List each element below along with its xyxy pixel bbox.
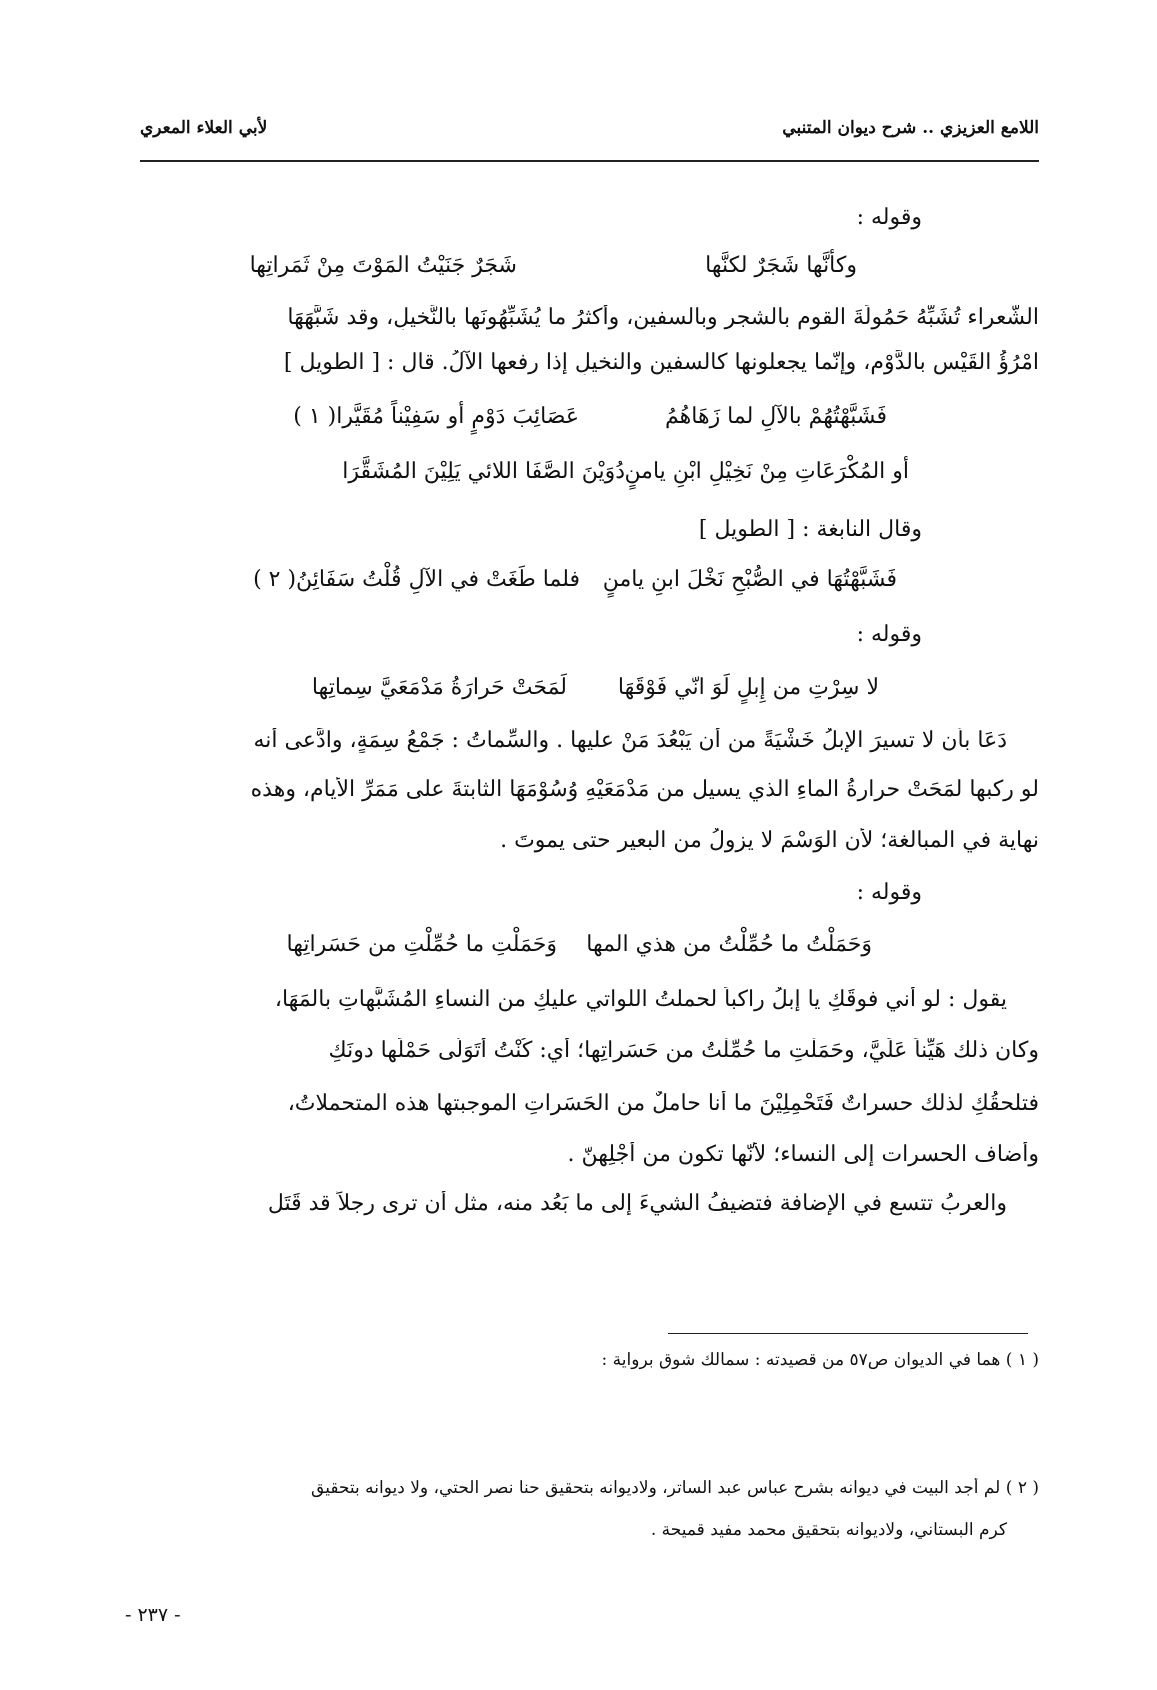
- paragraph-line: وأضاف الحسرات إلى النساء؛ لأنّها تكون من أَجْلِهنّ .: [567, 1142, 1039, 1167]
- running-header: [140, 118, 1039, 148]
- footnote-rule: [668, 1333, 1028, 1334]
- paragraph-line: نهاية في المبالغة؛ لأن الوَسْمَ لا يزولُ من البعيرِ حتى يموتَ .: [500, 828, 1039, 853]
- verse-hemistich-1: فَشَبَّهْتُهَا في الصُّبْحِ نَخْلَ ابنِ يامنٍ: [602, 567, 897, 592]
- header-book-title: اللامع العزيزي .. شرح ديوان المتنبي: [782, 118, 1039, 138]
- verse-hemistich-2: عَصَائِبَ دَوْمٍ أو سَفِيْناً مُقَيَّرا( ١ ): [293, 404, 579, 429]
- verse-hemistich-1: وَحَمَلْتُ ما حُمِّلْتُ من هذي المها: [586, 932, 872, 957]
- paragraph-line: دَعَا بأن لا تسيرَ الإبلُ خَشْيَةً من أن يَبْعُدَ مَنْ عليها . والسِّماتُ : جَمْعُ سِمَةٍ، وادَّعى أنه: [253, 728, 1007, 753]
- page-number: - ٢٣٧ -: [125, 1604, 181, 1626]
- intro-nabigha: وقال النابغة : [ الطويل ]: [698, 517, 922, 542]
- verse-hemistich-1: أو المُكْرَعَاتِ مِنْ نَخِيْلِ ابْنِ يامنٍ: [624, 459, 909, 484]
- intro-wa-qawluh-1: وقوله :: [856, 205, 922, 230]
- verse-hemistich-1: فَشَبَّهْتُهُمْ بالآلِ لما زَهَاهُمُ: [665, 404, 887, 429]
- paragraph-line: وكان ذلك هَيِّناً عَلَيَّ، وحَمَلْتِ ما حُمِّلْتُ من حَسَراتِها؛ أي: كُنْتُ أَتَوَلَّى حَمْلَها دونَكِ: [328, 1038, 1039, 1063]
- verse-hemistich-2: وَحَمَلْتِ ما حُمِّلْتِ من حَسَراتِها: [286, 932, 557, 957]
- footnote-1: ( ١ ) هما في الديوان ص٥٧ من قصيدته : سمالك شوق برواية :: [601, 1350, 1039, 1370]
- verse-hemistich-1: لا سِرْتِ من إِبلٍ لَوَ انّي فَوْقَهَا: [617, 675, 879, 700]
- paragraph-line: لو ركبها لمَحَتْ حرارةُ الماءِ الذي يسيل من مَدْمَعَيْهِ وُسُوْمَهَا الثابتةَ على مَمَرِّ الأيامِ، وهذه: [250, 777, 1039, 802]
- verse-hemistich-2: لَمَحَتْ حَرارَةُ مَدْمَعَيَّ سِماتِها: [311, 675, 567, 700]
- intro-wa-qawluh-3: وقوله :: [856, 880, 922, 905]
- header-rule: [140, 160, 1039, 162]
- verse-hemistich-2: دُوَيْنَ الصَّفَا اللائي يَلِيْنَ المُشَقَّرَا: [342, 459, 625, 484]
- paragraph-line: والعربُ تتسع في الإضافة فتضيفُ الشيءَ إلى ما بَعُد منه، مثل أن ترى رجلاً قد قَتَل: [267, 1191, 1007, 1216]
- verse-hemistich-2: فلما طَغَتْ في الآلِ قُلْتُ سَفَائِنُ( ٢ ): [253, 567, 580, 592]
- verse-hemistich-2: شَجَرٌ جَنَيْتُ المَوْتَ مِنْ ثَمَراتِها: [249, 253, 517, 278]
- header-author: لأبي العلاء المعري: [140, 118, 268, 138]
- footnote-2-line-1: ( ٢ ) لم أجد البيت في ديوانه بشرح عباس عبد الساتر، ولاديوانه بتحقيق حنا نصر الحتي، ولا ديوانه بتحقيق: [311, 1478, 1039, 1498]
- intro-wa-qawluh-2: وقوله :: [856, 622, 922, 647]
- paragraph-line: يقول : لو أني فوقَكِ يا إِبلُ راكباً لحملتُ اللواتي عليكِ من النساءِ المُشَبَّهاتِ بالمَهَا،: [274, 987, 1007, 1012]
- paragraph-line: فتلحقُكِ لذلك حسراتٌ فَتَحْمِلِيْنَ ما أنا حاملٌ من الحَسَراتِ الموجبتها هذه المتحملاتُ،: [287, 1091, 1039, 1116]
- footnote-2-line-2: كرم البستاني، ولاديوانه بتحقيق محمد مفيد قميحة .: [650, 1520, 1007, 1540]
- paragraph-line: امْرُؤُ القَيْسِ بالدَّوْمِ، وإنّما يجعلونها كالسفينِ والنخيلِ إذا رفعها الآلُ. قال : [ الطويل ]: [283, 350, 1039, 375]
- paragraph-line: الشُّعراء تُشَبِّهُ حَمُولَةَ القومِ بالشجرِ وبالسفينِ، وأكثرُ ما يُشَبِّهُونَها بالنَّخيلِ، وقد شَبَّهَهَا: [287, 305, 1039, 330]
- verse-hemistich-1: وكأنَّها شَجَرٌ لكنَّها: [705, 253, 857, 278]
